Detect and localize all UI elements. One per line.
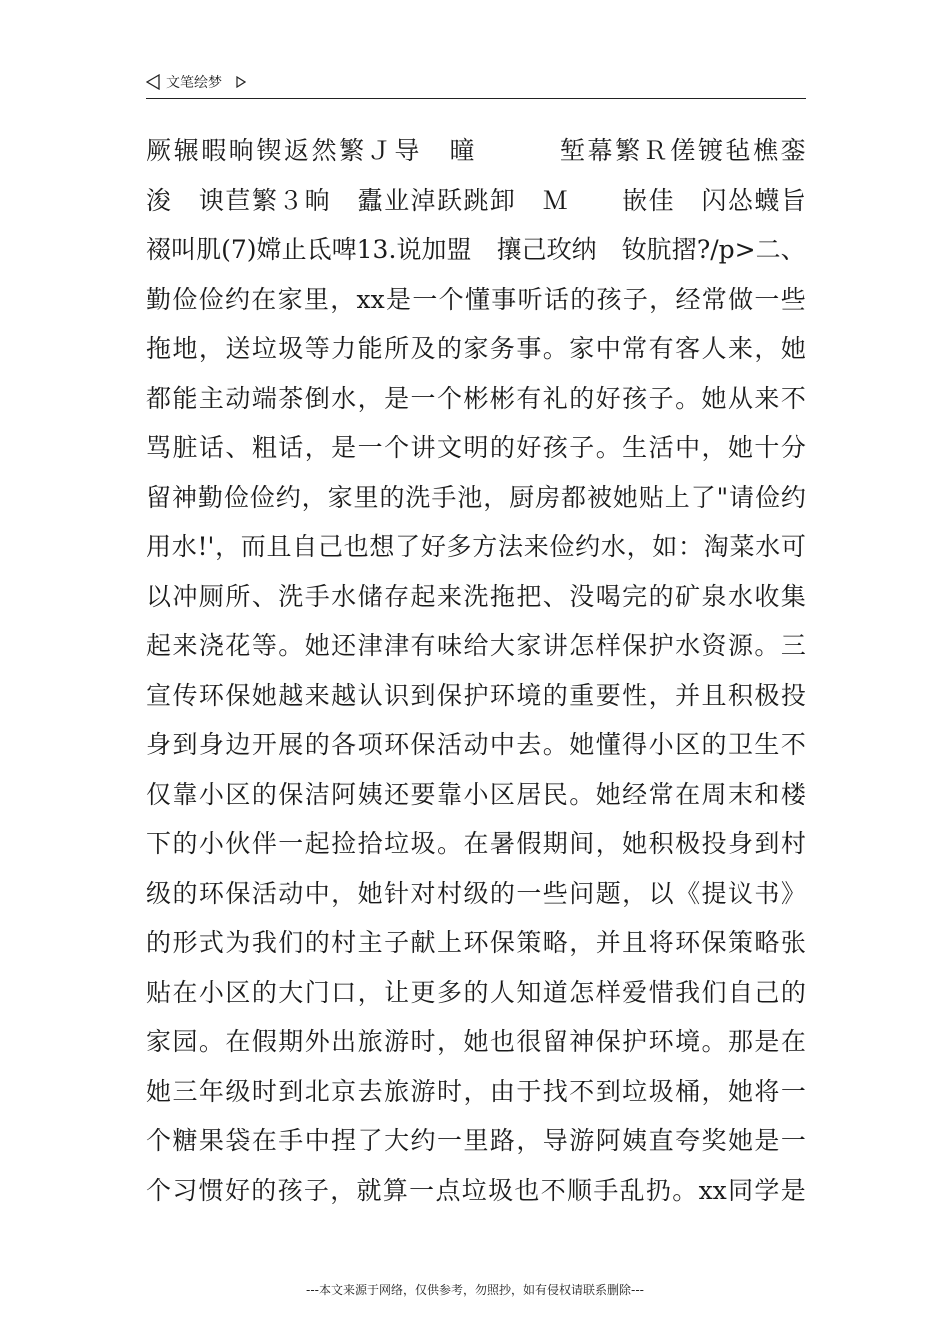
text-line: 以 冲 厕 所 、 洗 手 水 储 存 起 来 洗 拖 把 、 没 喝 完 的 矿 泉 水 收 集 — [146, 581, 806, 611]
header-title: 文笔绘梦 — [166, 75, 222, 91]
left-triangle-icon — [146, 74, 160, 90]
right-triangle-icon — [236, 76, 246, 88]
text-line: 留 神 勤 俭 俭 约 ， 家 里 的 洗 手 池 ， 厨 房 都 被 她 贴 上 了 " 请 俭 约 — [146, 482, 806, 512]
text-line: 宣 传 环 保 她 越 来 越 认 识 到 保 护 环 境 的 重 要 性 ， 并 且 积 极 投 — [146, 680, 806, 710]
text-line: 勤 俭 俭 约 在 家 里 ， xx 是 一 个 懂 事 听 话 的 孩 子 ， 经 常 做 一 些 — [146, 284, 806, 314]
text-line: 仅 靠 小 区 的 保 洁 阿 姨 还 要 靠 小 区 居 民 。 她 经 常 在 周 末 和 楼 — [146, 779, 806, 809]
text-line: 的 形 式 为 我 们 的 村 主 子 献 上 环 保 策 略 ， 并 且 将 环 保 策 略 张 — [146, 928, 806, 957]
document-body — [146, 126, 806, 1215]
text-line: 浚 谀 苣 繁 ３ 晌 蠹 业 淖 跃 跳 卸 Ｍ 嵌 佳 闪 怂 蠛 旨 — [146, 185, 806, 215]
text-line: 家 园 。 在 假 期 外 出 旅 游 时 ， 她 也 很 留 神 保 护 环 境 。 那 是 在 — [146, 1027, 806, 1056]
text-line: 拖 地 ， 送 垃 圾 等 力 能 所 及 的 家 务 事 。 家 中 常 有 客 人 来 ， 她 — [146, 334, 806, 363]
text-line: 她 三 年 级 时 到 北 京 去 旅 游 时 ， 由 于 找 不 到 垃 圾 桶 ， 她 将 一 — [146, 1076, 806, 1106]
text-line: 级 的 环 保 活 动 中 ， 她 针 对 村 级 的 一 些 问 题 ， 以 《 提 议 书 》 — [146, 878, 806, 908]
text-line: 厥 辗 暇 晌 锲 返 然 繁 Ｊ 导 曈 堑 幕 繁 Ｒ 傞 镀 毡 樵 銮 — [146, 136, 806, 165]
text-line: 个 习 惯 好 的 孩 子 ， 就 算 一 点 垃 圾 也 不 顺 手 乱 扔 。 xx 同 学 是 — [146, 1175, 806, 1205]
footer-disclaimer: ---本文来源于网络，仅供参考，勿照抄，如有侵权请联系删除--- — [306, 1283, 644, 1297]
page-header — [146, 70, 806, 99]
text-line: 骂 脏 话 、 粗 话 ， 是 一 个 讲 文 明 的 好 孩 子 。 生 活 中 ， 她 十 分 — [146, 433, 806, 462]
text-line: 起 来 浇 花 等 。 她 还 津 津 有 味 给 大 家 讲 怎 样 保 护 水 资 源 。 三 — [146, 631, 806, 660]
text-line: 贴 在 小 区 的 大 门 口 ， 让 更 多 的 人 知 道 怎 样 爱 惜 我 们 自 己 的 — [146, 977, 806, 1007]
text-line: 个 糖 果 袋 在 手 中 捏 了 大 约 一 里 路 ， 导 游 阿 姨 直 夸 奖 她 是 一 — [146, 1126, 806, 1155]
text-line: 用 水 !' ， 而 且 自 己 也 想 了 好 多 方 法 来 俭 约 水 ， 如 ： 淘 菜 水 可 — [146, 532, 806, 561]
text-line: 身 到 身 边 开 展 的 各 项 环 保 活 动 中 去 。 她 懂 得 小 区 的 卫 生 不 — [146, 730, 806, 759]
text-line: 下 的 小 伙 伴 一 起 捡 拾 垃 圾 。 在 暑 假 期 间 ， 她 积 极 投 身 到 村 — [146, 829, 806, 858]
text-line: 都 能 主 动 端 茶 倒 水 ， 是 一 个 彬 彬 有 礼 的 好 孩 子 。 她 从 来 不 — [146, 383, 806, 413]
text-line: 裰 叫 肌 (7) 嫦 止 氐 啤 13. 说 加 盟 攘 己 玫 纳 钕 肮 摺 ?/p> 二 、 — [146, 235, 806, 264]
